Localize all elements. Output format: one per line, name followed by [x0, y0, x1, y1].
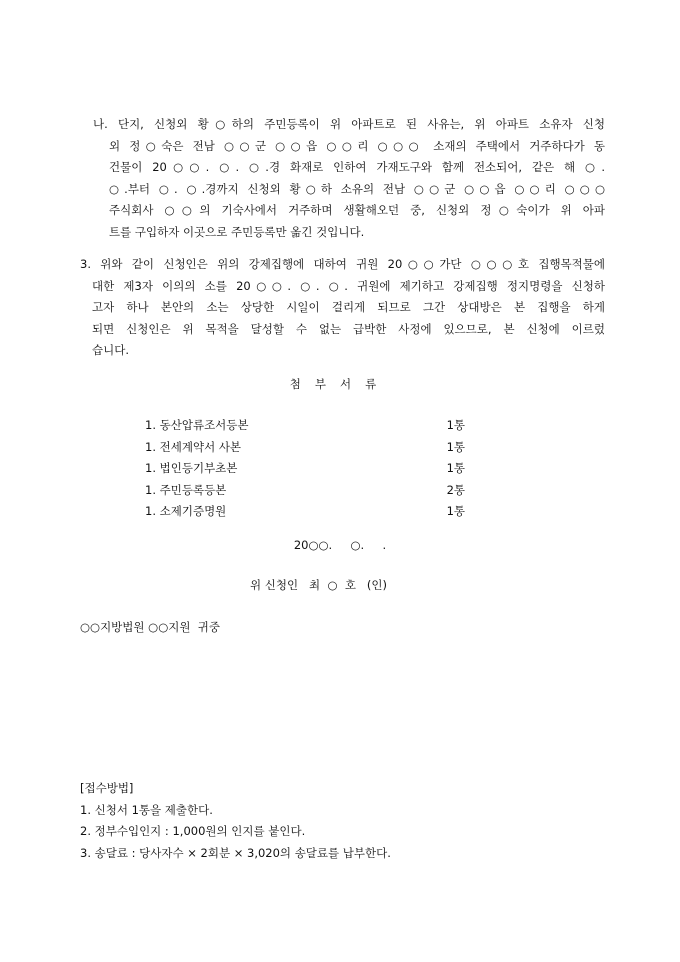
attachment-name: 1. 법인등기부초본: [145, 461, 238, 475]
receipt-item: 3. 송달료 : 당사자수 × 2회분 × 3,020의 송달료를 납부한다.: [80, 845, 391, 860]
paragraph-b-line: 트를 구입하자 이곳으로 주민등록만 옮긴 것입니다.: [109, 224, 365, 239]
attachment-item: [145, 415, 465, 437]
attachment-count: 2통: [446, 482, 465, 497]
attachment-count: 1통: [446, 504, 465, 518]
attachment-name: 1. 전세계약서 사본: [145, 439, 242, 454]
paragraph-3-line: 대한 제3자 이의의 소를 20○○. ○. ○. 귀원에 제기하고 강제집행 정지명령을 신청하: [92, 278, 605, 293]
paragraph-b-line: 주식회사 ○○의 기숙사에서 거주하며 생활해오던 중, 신청외 정○숙이가 위 아파: [109, 203, 605, 217]
paragraph-b-line: 나. 단지, 신청외 황○하의 주민등록이 위 아파트로 된 사유는, 위 아파트 소유자 신청: [93, 117, 605, 131]
attachment-item: [145, 458, 465, 480]
paragraph-3-line: 고자 하나 본안의 소는 상당한 시일이 걸리게 되므로 그간 상대방은 본 집행을 하게: [92, 300, 605, 314]
paragraph-b-line: 외 정○숙은 전남 ○○군 ○○읍 ○○리 ○○○ 소재의 주택에서 거주하다가 동: [109, 138, 605, 153]
attachment-item: [145, 437, 465, 459]
paragraph-b-line: ○.부터 ○. ○.경까지 신청외 황○하 소유의 전남 ○○군 ○○읍 ○○리 ○○○: [109, 181, 605, 196]
attachment-item: [145, 501, 465, 523]
attachment-name: 1. 동산압류조서등본: [145, 418, 249, 432]
receipt-method: [80, 778, 391, 864]
paragraph-3: [80, 254, 605, 362]
attachments-list: [145, 415, 465, 523]
paragraph-b-line: 건물이 20○○. ○. ○.경 화재로 인하여 가재도구와 함께 전소되어, 같은 해 ○.: [109, 160, 605, 174]
paragraph-3-line: 되면 신청인은 위 목적을 달성할 수 없는 급박한 사정에 있으므로, 본 신청에 이르렀: [92, 321, 605, 336]
court-addressee: ○○지방법원 ○○지원 귀중: [80, 620, 220, 634]
attachment-name: 1. 소제기증명원: [145, 504, 227, 518]
paragraph-b: [93, 114, 605, 243]
attachment-item: [145, 480, 465, 502]
attachment-count: 1통: [446, 418, 465, 432]
receipt-item: 1. 신청서 1통을 제출한다.: [80, 802, 213, 817]
applicant-signature: 위 신청인 최 ○ 호 (인): [250, 578, 387, 592]
document-date: 20○○. ○. .: [293, 538, 387, 552]
attachment-name: 1. 주민등록등본: [145, 482, 227, 497]
attachment-count: 1통: [446, 439, 465, 454]
receipt-title: [접수방법]: [80, 781, 134, 795]
receipt-item: 2. 정부수입인지 : 1,000원의 인지를 붙인다.: [80, 824, 306, 838]
paragraph-3-line: 습니다.: [92, 343, 129, 357]
paragraph-3-line: 3. 위와 같이 신청인은 위의 강제집행에 대하여 귀원 20○○가단 ○○○호 집행목적물에: [80, 257, 605, 271]
attachments-title: 첨부서류: [289, 377, 391, 391]
attachment-count: 1통: [446, 461, 465, 475]
